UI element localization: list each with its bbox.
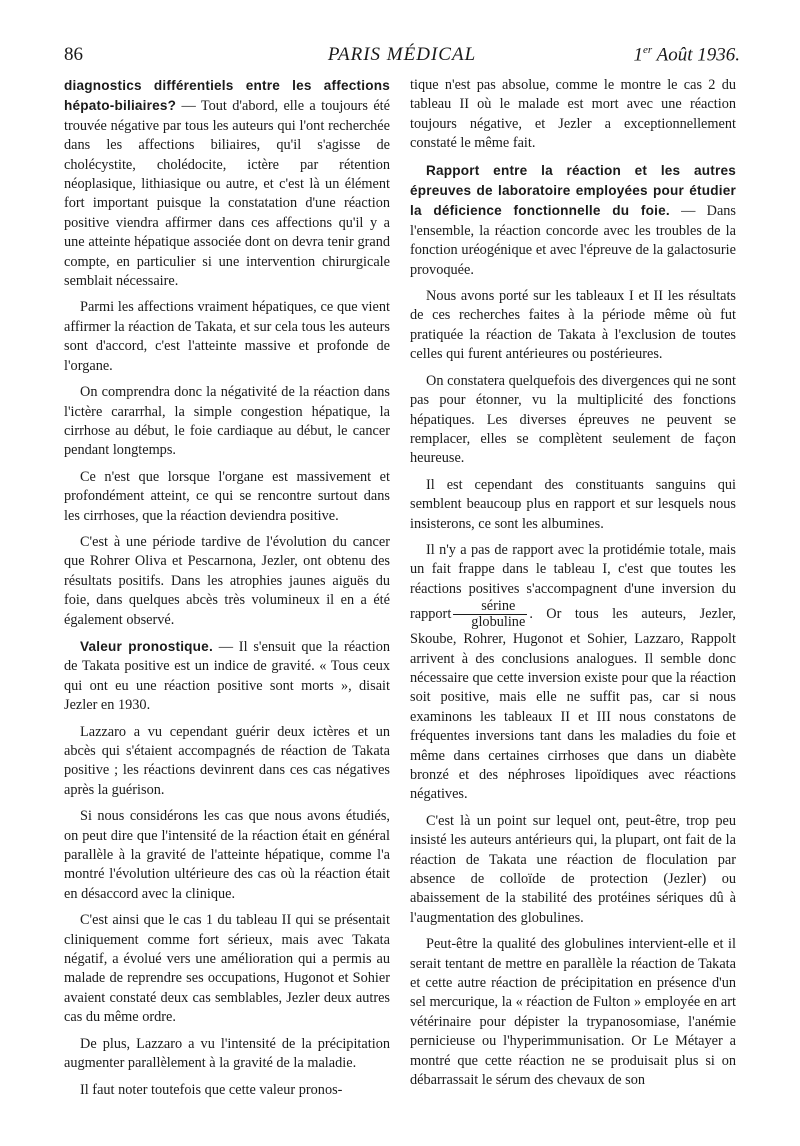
paragraph: Si nous considérons les cas que nous avons étudiés, on peut dire que l'intensité de la réaction était en général parallèle à la gravité de l'atteinte hépatique, comme l'a montré l'évolution ultérieure des cas où la réaction était en désaccord avec la clinique. (64, 808, 390, 902)
fraction-denominator: globuline (471, 614, 526, 631)
paragraph-text: — Dans l'ensemble, la réaction concorde avec les troubles de la fonction uréogénique et avec l'épreuve de la galactosurie provoquée. (410, 203, 736, 278)
issue-date (634, 44, 740, 66)
paragraph (64, 637, 390, 716)
paragraph: Il est cependant des constituants sanguins qui semblent beaucoup plus en rapport et sur lesquels nous insisterons, ce sont les albumines. (410, 476, 736, 532)
paragraph: Peut-être la qualité des globulines intervient-elle et il serait tentant de mettre en parallèle la réaction de Takata et cette autre réaction de précipitation en présence d'un sel mercurique, la « réaction de Fulton » employée en art vétérinaire pour dépister la trypanosomiase, l'anémie pernicieuse ou l'hyperimmunisation. Or Le Métayer a montré que cette réaction ne se produisait plus si on débarrassait le sérum des chevaux de son (410, 936, 736, 1089)
running-header (64, 40, 740, 74)
paragraph-text: — Il s'ensuit que la réaction de Takata positive est un indice de gravité. « Tous ceux qui ont eu une réaction positive sont morts », disait Jezler en 1930. (64, 638, 390, 714)
paragraph-text: . Or tous les auteurs, Jezler, Skoube, Rohrer, Hugonot et Sohier, Lazzaro, Rappolt arrivent à des conclusions analogues. Il semble donc nécessaire que cette inversion existe pour que la réaction soit positive, mais elle ne suffit pas, car si nous examinons les tableaux II et III nous constatons de fréquentes inversions tant dans les maladies du foie et même dans certaines cirrhoses que dans un diabète bronzé et des néphroses lipoïdiques avec réactions négatives. (410, 605, 736, 803)
paragraph (410, 541, 736, 805)
paragraph: C'est là un point sur lequel ont, peut-être, trop peu insisté les auteurs antérieurs qui, la plupart, ont fait de la réaction de Takata une réaction de floculation par absence de colloïde de protection (Jezler) ou abaissement de la stabilité des protéines sériques dû à l'augmentation des globulines. (410, 812, 736, 926)
issue-date-sup: er (643, 44, 653, 56)
paragraph: On comprendra donc la négativité de la réaction dans l'ictère cararrhal, la simple congestion hépatique, la cirrhose au début, le foie cardiaque au début, le cancer pendant longtemps. (64, 384, 390, 459)
paragraph: Ce n'est que lorsque l'organe est massivement et profondément atteint, ce qui se rencontre surtout dans les cirrhoses, que la réaction deviendra positive. (64, 468, 390, 524)
journal-title: PARIS MÉDICAL (327, 44, 477, 65)
paragraph: Nous avons porté sur les tableaux I et II les résultats de ces recherches faites à la période même où fut pratiquée la réaction de Takata à l'exclusion de toutes celles qui furent antérieures ou postérieures. (410, 288, 736, 363)
paragraph: C'est à une période tardive de l'évolution du cancer que Rohrer Oliva et Pescarnona, Jezler, ont obtenu des résultats positifs. Dans les atrophies jaunes aiguës du foie, dans quelques abcès très volumineux il en a été également observé. (64, 533, 390, 628)
paragraph: Parmi les affections vraiment hépatiques, ce que vient affirmer la réaction de Takata, et sur cela tous les auteurs sont d'accord, c'est l'atteinte massive et profonde de l'organe. (64, 299, 390, 374)
fraction-serine-globuline (453, 599, 527, 630)
issue-date-day: 1 (633, 44, 644, 66)
paragraph (64, 76, 390, 291)
paragraph: tique n'est pas absolue, comme le montre le cas 2 du tableau II où le malade est mort avec une réaction toujours négative, et Jezler a exceptionnellement constaté le même fait. (410, 77, 736, 152)
paragraph: Il faut noter toutefois que cette valeur pronos- (80, 1081, 343, 1098)
paragraph-text: — Tout d'abord, elle a toujours été trouvée négative par tous les auteurs qui l'ont recherchée dans les affections biliaires, qu'il s'agisse de cholécystite, cholédocite, ictère par rétention néoplasique, lithiasique ou autre, et c'est là un élément fort important puisque la constatation d'une réaction positive viendra affirmer dans ces affections qu'il y a une atteinte hépatique associée dont on devra tenir grand compte, en particulier si une intervention chirurgicale semblait nécessaire. (64, 98, 390, 290)
paragraph: C'est ainsi que le cas 1 du tableau II qui se présentait cliniquement comme fort sérieux, mais avec Takata négatif, a évolué vers une amélioration qui a permis au malade de reprendre ses occupations, Hugonot et Sohier avaient constaté deux cas semblables, Jezler deux autres cas du même ordre. (64, 912, 390, 1026)
fraction-numerator: sérine (453, 599, 527, 615)
section-heading-valeur-pronostique: Valeur pronostique. (80, 638, 213, 654)
paragraph-text: Il n'y a pas de rapport avec la protidémie totale, mais un fait frappe dans le tableau I, c'est que toutes les réactions positives s'accompagnent d'une inversion du rapport (410, 541, 736, 622)
page-number: 86 (64, 44, 83, 65)
section-heading-diagnostics: diagnostics différentiels entre les affections hépato-biliaires? (64, 78, 390, 114)
paragraph: Lazzaro a vu cependant guérir deux ictères et un abcès qui s'étaient accompagnés de réaction de Takata positive ; les réactions devinrent dans ces cas négatives après la guérison. (64, 723, 390, 798)
left-column (64, 76, 390, 1107)
right-column (410, 76, 736, 1098)
section-heading-rapport: Rapport entre la réaction et les autres épreuves de laboratoire employées pour étudier la déficience fonctionnelle du foie. (410, 162, 736, 219)
paragraph: On constatera quelquefois des divergences qui ne sont pas pour étonner, vu la multiplicité des fonctions hépatiques. Les diverses épreuves ne peuvent se remplacer, elles se complètent seulement de façon heureuse. (410, 372, 736, 467)
paragraph: De plus, Lazzaro a vu l'intensité de la précipitation augmenter parallèlement à la gravité de la maladie. (64, 1035, 390, 1072)
issue-date-rest: Août 1936. (652, 44, 740, 66)
paragraph (410, 161, 736, 280)
